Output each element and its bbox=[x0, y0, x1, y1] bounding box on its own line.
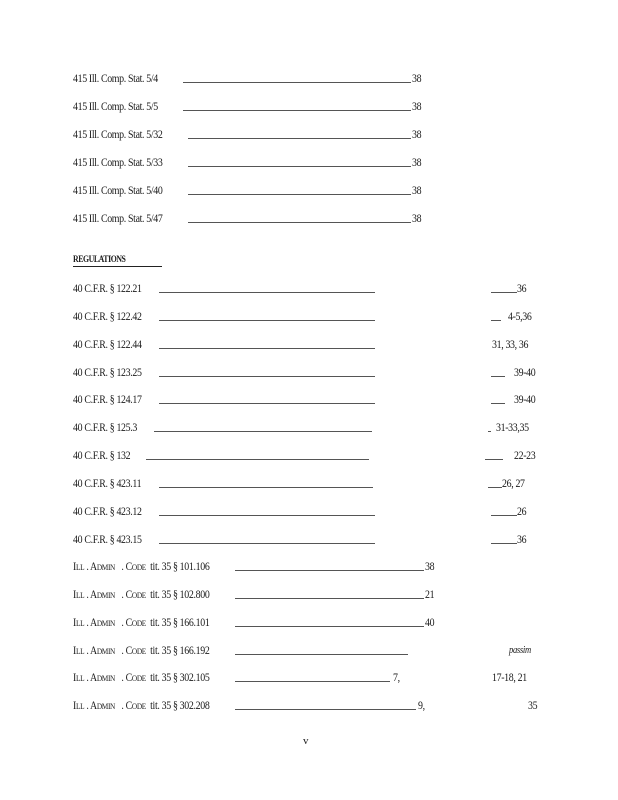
regulation-entry bbox=[73, 476, 553, 492]
dot-leader bbox=[188, 194, 411, 195]
page-reference: 38 bbox=[412, 129, 422, 141]
page-reference: 39-40 bbox=[514, 394, 536, 406]
regulation-entry bbox=[73, 392, 553, 408]
admin-code-entry bbox=[73, 698, 553, 714]
dot-leader-end bbox=[488, 431, 491, 432]
regulation-entry bbox=[73, 337, 553, 353]
dot-leader bbox=[188, 138, 411, 139]
dot-leader bbox=[159, 515, 375, 516]
citation-text: 415 Ill. Comp. Stat. 5/47 bbox=[73, 213, 163, 225]
regulation-entry bbox=[73, 281, 553, 297]
dot-leader bbox=[159, 487, 373, 488]
dot-leader bbox=[188, 166, 411, 167]
page-reference-continued: 17-18, 21 bbox=[492, 672, 527, 684]
dot-leader bbox=[159, 320, 375, 321]
admin-code-entry bbox=[73, 587, 473, 603]
citation-text: 40 C.F.R. § 122.21 bbox=[73, 283, 142, 295]
page-reference: 9, bbox=[418, 700, 425, 712]
statute-entry bbox=[73, 155, 433, 171]
citation-text: ILL . ADMIN . CODE tit. 35 § 166.192 bbox=[73, 645, 210, 657]
citation-text: 40 C.F.R. § 122.44 bbox=[73, 339, 142, 351]
citation-text: 415 Ill. Comp. Stat. 5/4 bbox=[73, 73, 158, 85]
page-reference: 38 bbox=[425, 561, 435, 573]
dot-leader-end bbox=[491, 292, 517, 293]
page-reference: 36 bbox=[517, 534, 527, 546]
regulation-entry bbox=[73, 448, 553, 464]
dot-leader bbox=[188, 222, 411, 223]
dot-leader bbox=[183, 110, 411, 111]
page-reference: 26 bbox=[517, 506, 527, 518]
citation-text: ILL . ADMIN . CODE tit. 35 § 166.101 bbox=[73, 617, 210, 629]
citation-text: 40 C.F.R. § 132 bbox=[73, 450, 131, 462]
citation-text: 40 C.F.R. § 423.11 bbox=[73, 478, 142, 490]
admin-code-entry bbox=[73, 559, 473, 575]
dot-leader-end bbox=[491, 403, 505, 404]
page-reference: 31, 33, 36 bbox=[492, 339, 529, 351]
page-reference: 21 bbox=[425, 589, 435, 601]
regulation-entry bbox=[73, 365, 553, 381]
page-reference: 38 bbox=[412, 73, 422, 85]
dot-leader-end bbox=[491, 376, 505, 377]
page-reference: 26, 27 bbox=[502, 478, 525, 490]
dot-leader-end bbox=[485, 459, 503, 460]
statute-entry bbox=[73, 99, 433, 115]
statute-entry bbox=[73, 183, 433, 199]
citation-text: 40 C.F.R. § 122.42 bbox=[73, 311, 142, 323]
regulation-entry bbox=[73, 309, 553, 325]
dot-leader bbox=[159, 292, 375, 293]
regulation-entry bbox=[73, 504, 553, 520]
dot-leader bbox=[235, 626, 424, 627]
dot-leader bbox=[183, 82, 411, 83]
page-reference: 38 bbox=[412, 101, 422, 113]
page-reference: 38 bbox=[412, 185, 422, 197]
dot-leader bbox=[159, 348, 375, 349]
page-reference: 4-5,36 bbox=[508, 311, 532, 323]
dot-leader bbox=[235, 654, 408, 655]
dot-leader-end bbox=[491, 543, 517, 544]
page-number: v bbox=[303, 735, 309, 747]
citation-text: 40 C.F.R. § 124.17 bbox=[73, 394, 142, 406]
statute-entry bbox=[73, 71, 433, 87]
admin-code-entry bbox=[73, 615, 473, 631]
page-reference: 31-33,35 bbox=[496, 422, 529, 434]
dot-leader-end bbox=[491, 515, 517, 516]
dot-leader bbox=[235, 681, 390, 682]
dot-leader bbox=[146, 459, 369, 460]
dot-leader bbox=[235, 598, 424, 599]
citation-text: 40 C.F.R. § 423.15 bbox=[73, 534, 142, 546]
page-reference-passim: passim bbox=[509, 645, 531, 656]
dot-leader bbox=[159, 376, 375, 377]
page-reference: 39-40 bbox=[514, 367, 536, 379]
citation-text: 415 Ill. Comp. Stat. 5/40 bbox=[73, 185, 163, 197]
page-reference: 36 bbox=[517, 283, 527, 295]
statute-entry bbox=[73, 211, 433, 227]
statute-entry bbox=[73, 127, 433, 143]
admin-code-entry bbox=[73, 670, 553, 686]
page-reference: 38 bbox=[412, 213, 422, 225]
citation-text: 415 Ill. Comp. Stat. 5/32 bbox=[73, 129, 163, 141]
page-reference: 40 bbox=[425, 617, 435, 629]
dot-leader bbox=[159, 543, 375, 544]
dot-leader bbox=[159, 403, 375, 404]
page-reference: 7, bbox=[393, 672, 400, 684]
citation-text: 40 C.F.R. § 123.25 bbox=[73, 367, 142, 379]
regulation-entry bbox=[73, 420, 553, 436]
page-reference: 38 bbox=[412, 157, 422, 169]
dot-leader-end bbox=[488, 487, 502, 488]
citation-text: ILL . ADMIN . CODE tit. 35 § 302.105 bbox=[73, 672, 210, 684]
heading-underline bbox=[73, 266, 162, 267]
admin-code-entry bbox=[73, 643, 553, 659]
dot-leader bbox=[235, 570, 424, 571]
citation-text: 40 C.F.R. § 423.12 bbox=[73, 506, 142, 518]
page-reference: 22-23 bbox=[514, 450, 536, 462]
citation-text: ILL . ADMIN . CODE tit. 35 § 102.800 bbox=[73, 589, 210, 601]
regulation-entry bbox=[73, 532, 553, 548]
citation-text: 415 Ill. Comp. Stat. 5/33 bbox=[73, 157, 163, 169]
section-heading-regulations: REGULATIONS bbox=[73, 255, 126, 265]
citation-text: ILL . ADMIN . CODE tit. 35 § 101.106 bbox=[73, 561, 210, 573]
citation-text: ILL . ADMIN . CODE tit. 35 § 302.208 bbox=[73, 700, 210, 712]
page-reference-continued: 35 bbox=[528, 700, 538, 712]
citation-text: 415 Ill. Comp. Stat. 5/5 bbox=[73, 101, 158, 113]
dot-leader bbox=[235, 709, 416, 710]
dot-leader-end bbox=[491, 320, 501, 321]
citation-text: 40 C.F.R. § 125.3 bbox=[73, 422, 137, 434]
dot-leader bbox=[154, 431, 372, 432]
